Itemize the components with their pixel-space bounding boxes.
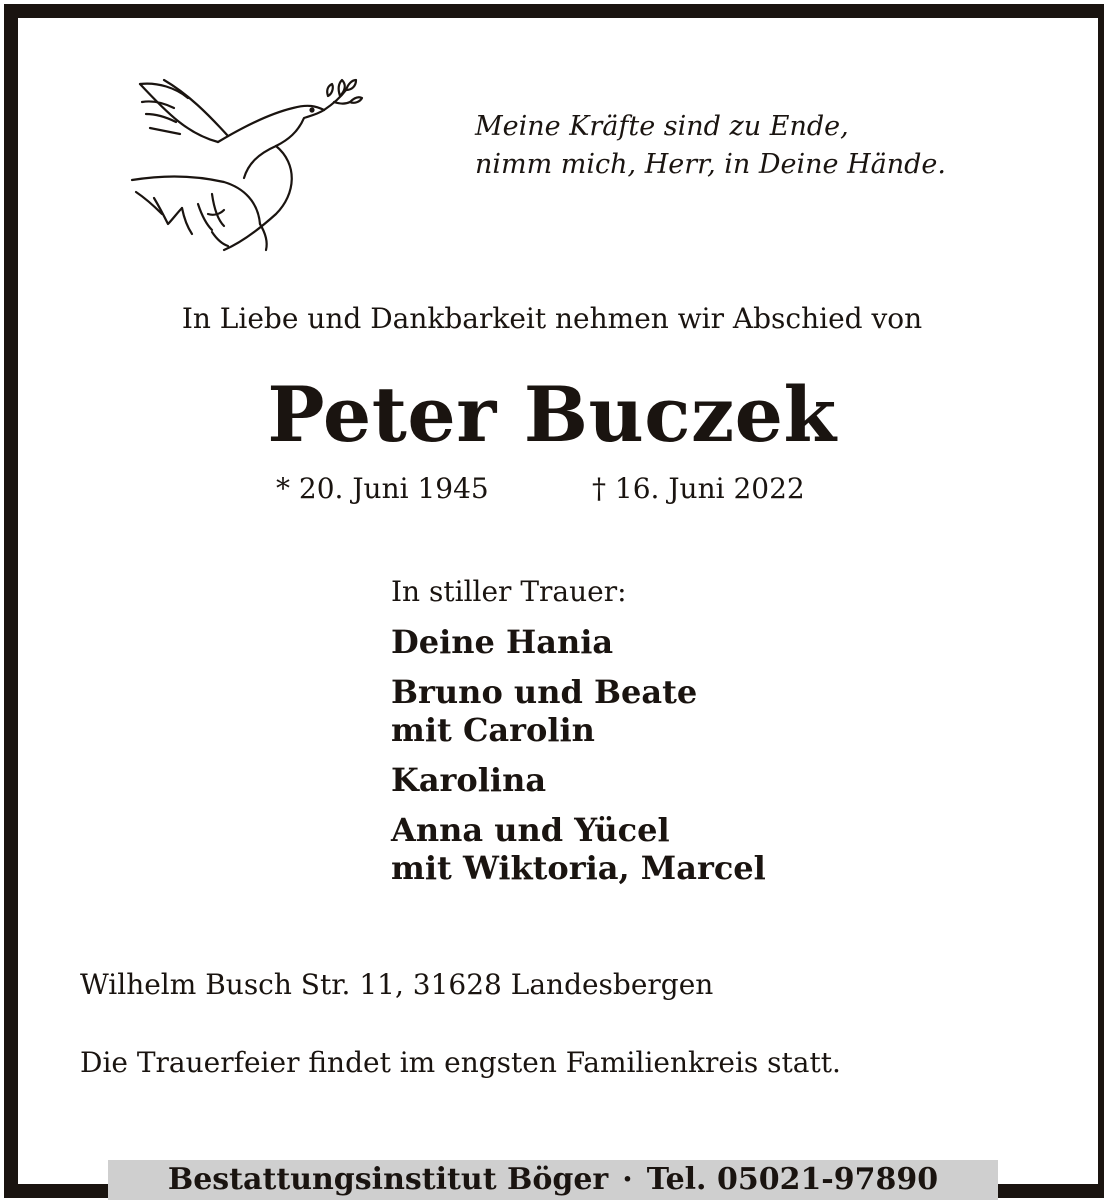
mourners-label: In stiller Trauer: <box>391 575 627 608</box>
footer-separator: · <box>622 1162 633 1197</box>
funeral-home-phone: Tel. 05021-97890 <box>646 1162 939 1197</box>
mourner-name: Deine Hania <box>391 623 614 661</box>
death-date: † 16. Juni 2022 <box>592 472 805 505</box>
dove-with-olive-branch-icon <box>128 74 378 254</box>
mourner-entry <box>391 761 766 799</box>
mourner-name: Bruno und Beate <box>391 673 698 711</box>
verse <box>475 108 946 184</box>
funeral-home-name: Bestattungsinstitut Böger <box>167 1162 609 1197</box>
mourner-companion: mit Wiktoria, Marcel <box>391 849 766 887</box>
address: Wilhelm Busch Str. 11, 31628 Landesbergen <box>80 968 714 1001</box>
mourner-entry <box>391 623 766 661</box>
verse-line-2: nimm mich, Herr, in Deine Hände. <box>475 149 946 180</box>
intro-text: In Liebe und Dankbarkeit nehmen wir Abschied von <box>181 302 923 335</box>
birth-date: * 20. Juni 1945 <box>276 472 489 505</box>
mourner-entry <box>391 673 766 749</box>
verse-line-1: Meine Kräfte sind zu Ende, <box>475 111 849 142</box>
mourners-list <box>391 573 766 887</box>
mourner-companion: mit Carolin <box>391 711 595 749</box>
mourner-entry <box>391 811 766 887</box>
funeral-home-footer <box>108 1160 998 1200</box>
ceremony-note: Die Trauerfeier findet im engsten Familienkreis statt. <box>80 1046 841 1079</box>
mourner-name: Karolina <box>391 761 547 799</box>
deceased-name: Peter Buczek <box>267 370 837 459</box>
mourner-name: Anna und Yücel <box>391 811 670 849</box>
